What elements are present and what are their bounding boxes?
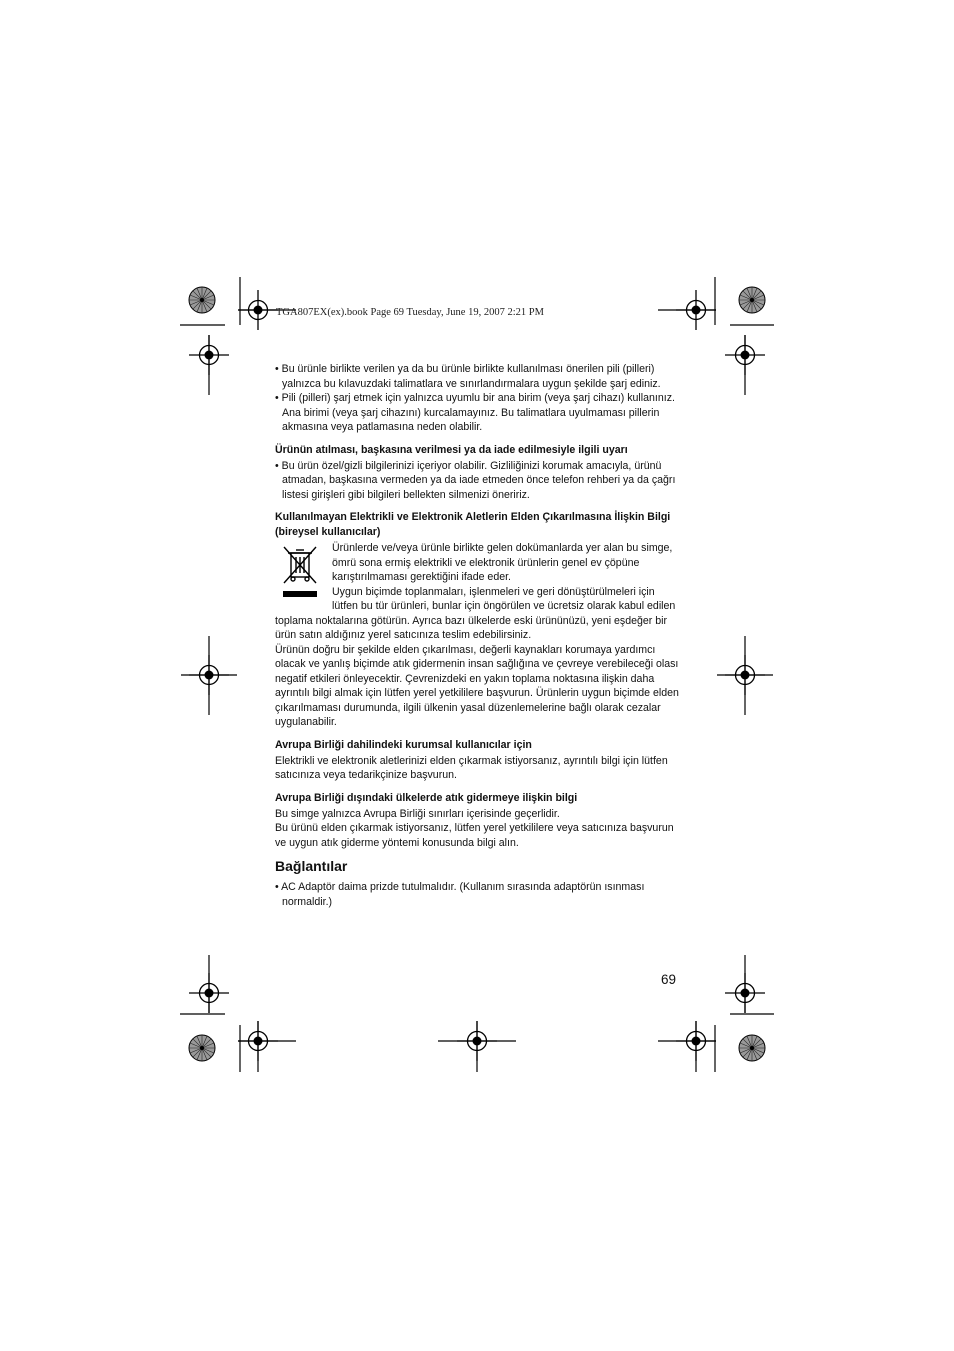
business-text: Elektrikli ve elektronik aletlerinizi elden çıkarmak istiyorsanız, ayrıntılı bilgi için lütfen satıcınıza veya tedarikçinize başvurun. — [275, 754, 668, 781]
page-content — [275, 362, 680, 909]
connections-heading: Bağlantılar — [275, 858, 348, 874]
page-number: 69 — [661, 972, 677, 987]
battery-bullet-1: • Bu ürünle birlikte verilen ya da bu ürünle birlikte kullanılması önerilen pili (pilleri) yalnızca bu kılavuzdaki talimatlara ve sınırlandırmalara uygun şekilde şarj ediniz. — [275, 362, 680, 391]
connections-bullet-1: • AC Adaptör daima prizde tutulmalıdır. (Kullanım sırasında adaptörün ısınması normaldir.) — [275, 880, 680, 909]
weee-paragraph-1: Ürünlerde ve/veya ürünle birlikte gelen dokümanlarda yer alan bu simge, ömrü sona ermiş elektrikli ve elektronik ürünlerin genel ev çöpüne karıştırılmaması gerektiğini ifade eder. — [332, 542, 673, 583]
crossed-out-wheelie-bin-icon — [277, 543, 323, 601]
battery-bullet-2: • Pili (pilleri) şarj etmek için yalnızca uyumlu bir ana birim (veya şarj cihazı) kullanınız. Ana birimi (veya şarj cihazını) kurcalamayınız. Bu talimatlara uyulmaması pillerin akmasına veya patlamasına neden olabilir. — [275, 391, 680, 435]
weee-paragraph-3: Ürünün doğru bir şekilde elden çıkarılması, değerli kaynakları korumaya yardımcı olacak ve yanlış biçimde atık gidermenin insan sağlığına ve çevreye verebileceği olası negatif etkileri önleyecektir. Çevrenizdeki en yakın toplama noktasına ilişkin daha ayrıntılı bilgi almak için lütfen yerel yetkililere başvurun. Ürünlerin uygun biçimde elden çıkarılmaması durumunda, ilgili ülkenin yasal düzenlemelerine bağlı olarak cezalar uygulanabilir. — [275, 643, 679, 728]
weee-heading: Kullanılmayan Elektrikli ve Elektronik Aletlerin Elden Çıkarılmasına İlişkin Bilgi (bireysel kullanıcılar) — [275, 511, 671, 538]
weee-paragraph-2: Uygun biçimde toplanmaları, işlenmeleri ve geri dönüştürülmeleri için lütfen bu tür ürünleri, bunlar için öngörülen ve ücretsiz olarak kabul edilen toplama noktalarına götürün. Ayrıca bazı ülkelerde eski ürününüzü, yeni eşdeğer bir ürün satın aldığınız yerel satıcınıza teslim edebilirsiniz. — [275, 585, 676, 641]
outside-eu-text-1: Bu simge yalnızca Avrupa Birliği sınırları içerisinde geçerlidir. — [275, 807, 560, 820]
outside-eu-text-2: Bu ürünü elden çıkarmak istiyorsanız, lütfen yerel yetkililere veya satıcınıza başvurun ve uygun atık giderme yöntemi konusunda bilgi alın. — [275, 822, 674, 849]
outside-eu-heading: Avrupa Birliği dışındaki ülkelerde atık gidermeye ilişkin bilgi — [275, 791, 578, 804]
disposal-bullet-1: • Bu ürün özel/gizli bilgilerinizi içeriyor olabilir. Gizliliğinizi korumak amacıyla, ürünü atmadan, başkasına vermeden ya da iade etmeden önce telefon rehberi ya da çağrı listesi girişleri gibi bilgileri bellekten silmenizi öneririz. — [275, 459, 680, 503]
disposal-heading: Ürünün atılması, başkasına verilmesi ya da iade edilmesiyle ilgili uyarı — [275, 443, 628, 456]
print-header: TGA807EX(ex).book Page 69 Tuesday, June 19, 2007 2:21 PM — [276, 307, 544, 318]
business-heading: Avrupa Birliği dahilindeki kurumsal kullanıcılar için — [275, 738, 532, 751]
